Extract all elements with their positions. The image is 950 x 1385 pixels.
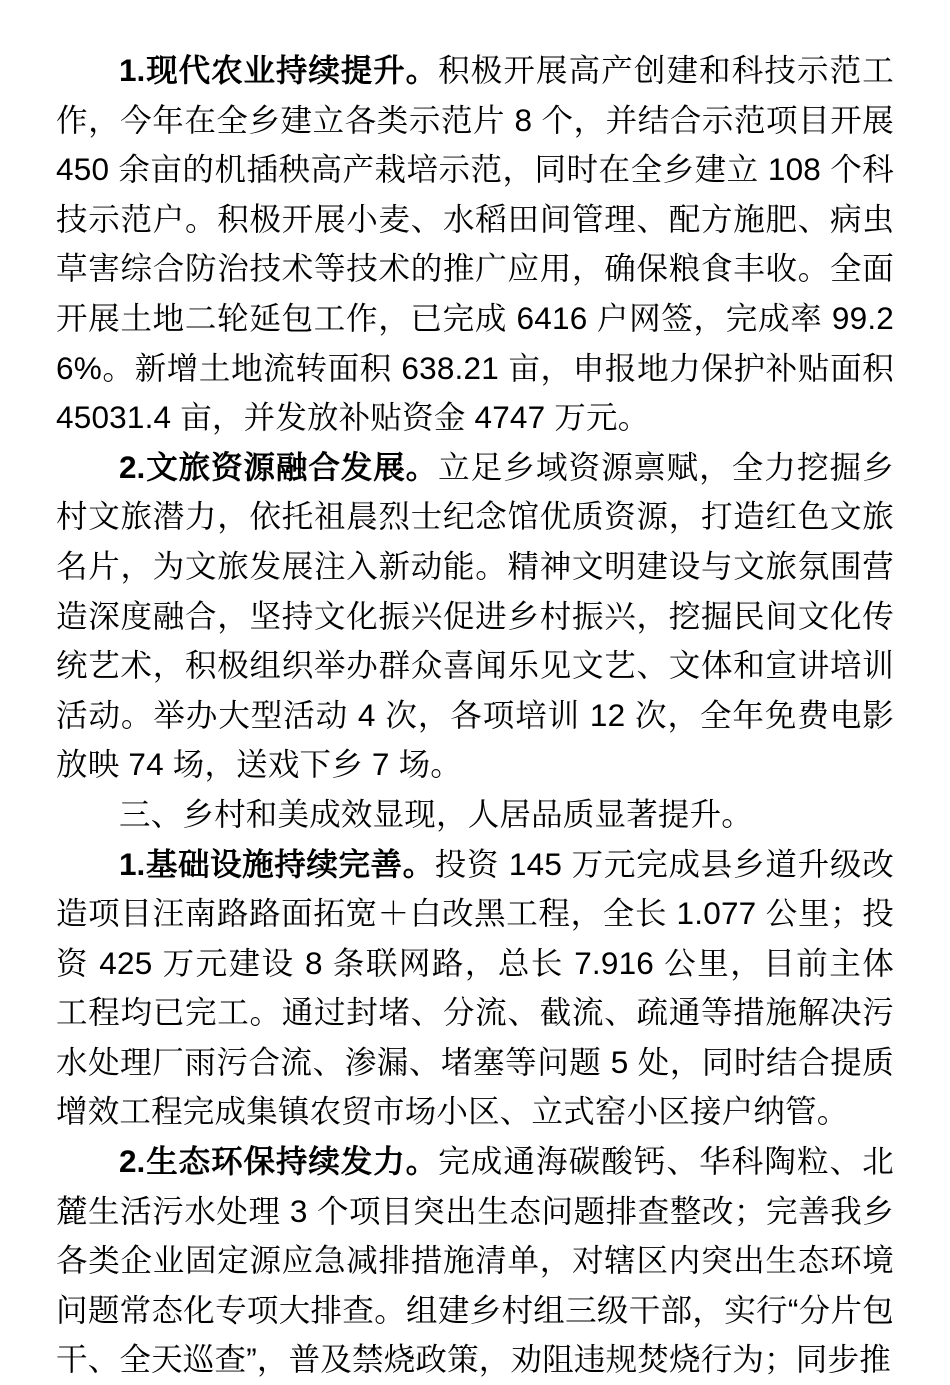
paragraph-text: 积极开展高产创建和科技示范工作，今年在全乡建立各类示范片 8 个，并结合示范项目开展 450 余亩的机插秧高产栽培示范，同时在全乡建立 108 个科技示范户。积极开展小麦、水稻田间管理、配方施肥、病虫草害综合防治技术等技术的推广应用，确保粮食丰收。全面开展土地二轮延包工作，已完成 6416 户网签，完成率 99.26%。新增土地流转面积 638.21 亩，申报地力保护补贴面积 45031.4 亩，并发放补贴资金 4747 万元。 [56, 52, 894, 436]
paragraph-lead-heading: 1.现代农业持续提升。 [119, 52, 439, 88]
section-heading-three [56, 790, 894, 840]
paragraph-infrastructure [56, 840, 894, 1138]
paragraph-lead-heading: 2.文旅资源融合发展。 [119, 448, 439, 485]
section-heading-text: 三、乡村和美成效显现，人居品质显著提升。 [119, 795, 754, 832]
paragraph-text: 投资 145 万元完成县乡道升级改造项目汪南路路面拓宽＋白改黑工程，全长 1.077 公里；投资 425 万元建设 8 条联网路，总长 7.916 公里，目前主体工程均已完工。通过封堵、分流、截流、疏通等措施解决污水处理厂雨污合流、渗漏、堵塞等问题 5 处，同时结合提质增效工程完成集镇农贸市场小区、立式窑小区接户纳管。 [56, 845, 894, 1130]
paragraph-text: 完成通海碳酸钙、华科陶粒、北麓生活污水处理 3 个项目突出生态问题排查整改；完善我乡各类企业固定源应急减排措施清单，对辖区内突出生态环境问题常态化专项大排查。组建乡村组三级干部，实行“分片包干、全天巡查”，普及禁烧政策，劝阻违规焚烧行为；同步推 [56, 1143, 894, 1378]
paragraph-modern-agriculture [56, 46, 894, 443]
paragraph-cultural-tourism [56, 443, 894, 790]
paragraph-lead-heading: 2.生态环保持续发力。 [119, 1143, 439, 1180]
paragraph-text: 立足乡域资源禀赋，全力挖掘乡村文旅潜力，依托祖晨烈士纪念馆优质资源，打造红色文旅名片，为文旅发展注入新动能。精神文明建设与文旅氛围营造深度融合，坚持文化振兴促进乡村振兴，挖掘民间文化传统艺术，积极组织举办群众喜闻乐见文艺、文体和宣讲培训活动。举办大型活动 4 次，各项培训 12 次，全年免费电影放映 74 场，送戏下乡 7 场。 [56, 448, 894, 783]
paragraph-eco-environment [56, 1137, 894, 1385]
document-body [56, 46, 894, 1385]
paragraph-lead-heading: 1.基础设施持续完善。 [119, 845, 435, 882]
